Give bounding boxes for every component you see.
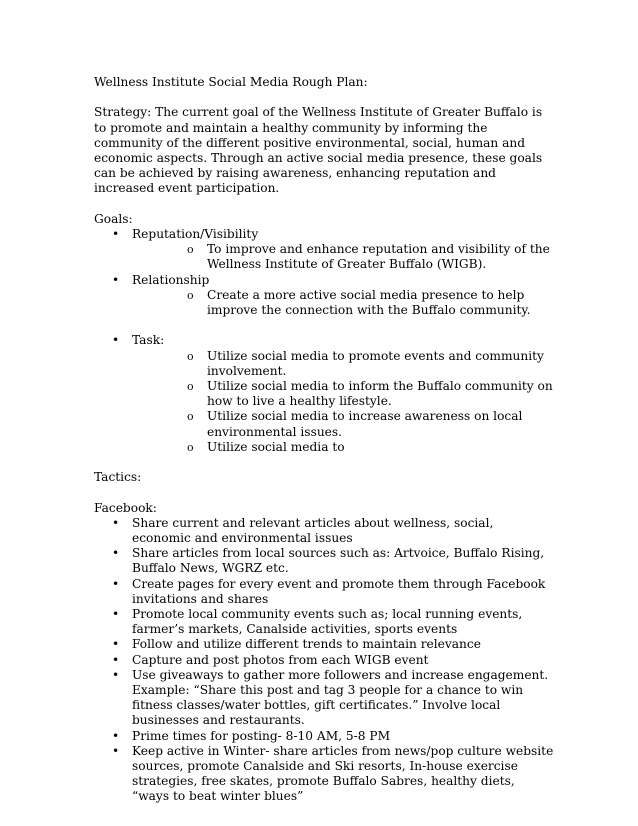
document-page (94, 75, 554, 805)
task-subitem: o Utilize social media to increase awareness on local environmental issues. (132, 409, 554, 439)
goal-item (94, 273, 554, 319)
goal-subitem: o Create a more active social media presence to help improve the connection with the Buffalo community. (132, 288, 554, 318)
facebook-heading: Facebook: (94, 500, 157, 515)
facebook-item: • Create pages for every event and promote them through Facebook invitations and shares (94, 577, 554, 607)
facebook-item: • Keep active in Winter- share articles from news/pop culture website sources, promote Canalside and Ski resorts, In-house exercise strategies, free skates, promote Buffalo Sabres, healthy diets, “ways to beat winter blues” (94, 744, 554, 805)
task-list (94, 333, 554, 455)
facebook-item: • Prime times for posting- 8-10 AM, 5-8 PM (94, 729, 554, 744)
goal-label: Reputation/Visibility (132, 227, 259, 241)
facebook-item: • Promote local community events such as; local running events, farmer’s markets, Canalside activities, sports events (94, 607, 554, 637)
facebook-item: • Follow and utilize different trends to maintain relevance (94, 637, 554, 652)
task-item (94, 333, 554, 455)
facebook-list (94, 516, 554, 805)
goals-heading: Goals: (94, 211, 133, 226)
facebook-item: • Share articles from local sources such as: Artvoice, Buffalo Rising, Buffalo News, WGRZ etc. (94, 546, 554, 576)
facebook-item: • Use giveaways to gather more followers and increase engagement. Example: “Share this post and tag 3 people for a chance to win fitness classes/water bottles, gift certificates.” Involve local businesses and restaurants. (94, 668, 554, 729)
goal-subitem: o To improve and enhance reputation and visibility of the Wellness Institute of Greater Buffalo (WIGB). (132, 242, 554, 272)
task-label: Task: (132, 333, 165, 348)
task-subitem: o Utilize social media to promote events and community involvement. (132, 349, 554, 379)
goal-label: Relationship (132, 272, 210, 287)
facebook-item: • Capture and post photos from each WIGB event (94, 653, 554, 668)
tactics-heading: Tactics: (94, 470, 142, 485)
task-subitem: o Utilize social media to inform the Buffalo community on how to live a healthy lifestyle. (132, 379, 554, 409)
document-title: Wellness Institute Social Media Rough Plan: (94, 75, 368, 89)
task-subitem: o Utilize social media to (132, 440, 554, 455)
goals-list (94, 227, 554, 318)
strategy-paragraph: Strategy: The current goal of the Wellness Institute of Greater Buffalo is to promote and maintain a healthy community by informing the community of the different positive environmental, social, human and economic aspects. Through an active social media presence, these goals can be achieved by raising awareness, enhancing reputation and increased event participation. (94, 105, 543, 196)
goal-item (94, 227, 554, 273)
facebook-item: • Share current and relevant articles about wellness, social, economic and environmental issues (94, 516, 554, 546)
